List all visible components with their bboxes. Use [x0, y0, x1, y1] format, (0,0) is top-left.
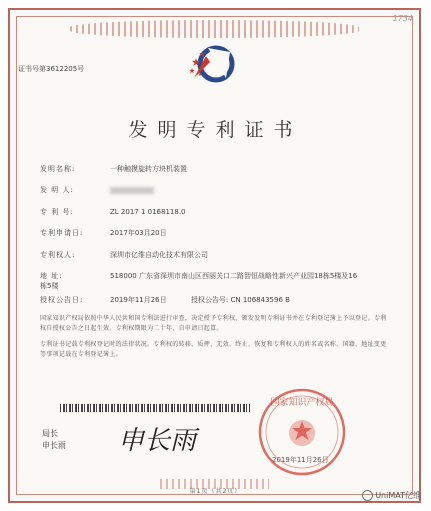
director-title: 局长	[42, 429, 58, 438]
cnipa-emblem-icon	[186, 38, 242, 94]
publication-number: CN 106843596 B	[230, 296, 290, 304]
field-address	[40, 271, 360, 291]
field-value: ZL 2017 1 0168118.0	[110, 208, 186, 216]
field-patentee	[40, 250, 208, 260]
seal-date: 2019年11月26日	[272, 456, 329, 464]
handwritten-number: 1734	[392, 14, 413, 23]
field-label: 专利申请日:	[40, 229, 84, 237]
field-patent-number	[40, 207, 186, 217]
redacted-inventor	[110, 187, 154, 194]
field-application-date	[40, 228, 167, 238]
field-invention-name	[40, 164, 187, 174]
publication-label: 授权公告号:	[190, 296, 229, 304]
wechat-icon	[362, 490, 373, 501]
field-value: 一种触摸旋转方块机装置	[110, 165, 187, 173]
field-label: 授权公告日:	[40, 296, 84, 304]
field-inventor	[40, 185, 154, 195]
certificate-paragraph-1: 国家知识产权局依照中华人民共和国专利法进行审查，决定授予专利权，颁发发明专利证书并在专利登记簿上予以登记。专利权自授权公告之日起生效。专利权期限为二十年，自申请日起算。	[40, 315, 387, 332]
field-value: 2017年03月20日	[110, 229, 167, 237]
seal-text: 国家知识产权局	[270, 398, 334, 408]
page-footer: 第1页（共2页）	[189, 488, 242, 495]
field-value: 518000 广东省深圳市南山区西丽关口二路智恒战略性新兴产业园18栋5楼及16栋5楼	[40, 272, 358, 290]
field-label: 发明名称:	[40, 165, 76, 173]
watermark-text: UniMAT亿维	[375, 491, 421, 500]
field-value: 深圳市亿维自动化技术有限公司	[110, 251, 208, 259]
certificate-number: 证书号第3612205号	[18, 65, 85, 73]
certificate-paragraph-2: 专利证书记载专利权登记时的法律状况。专利权的转移、质押、无效、终止、恢复和专利权人的姓名或名称、国籍、地址变更等事项记载在专利登记簿上。	[40, 341, 387, 358]
decorative-top-border	[70, 20, 359, 38]
director-name: 申长雨	[42, 441, 66, 450]
field-label: 地 址:	[40, 272, 63, 280]
field-label: 专 利 号:	[40, 208, 74, 216]
field-grant-date	[40, 295, 290, 305]
field-label: 发 明 人:	[40, 186, 74, 194]
director-signature: 申长雨	[118, 426, 197, 456]
certificate-title: 发明专利证书	[128, 119, 303, 141]
director-block	[42, 428, 66, 452]
field-label: 专利权人:	[40, 251, 76, 259]
barcode	[60, 404, 250, 412]
field-value: 2019年11月26日	[110, 296, 167, 304]
watermark	[362, 490, 421, 501]
